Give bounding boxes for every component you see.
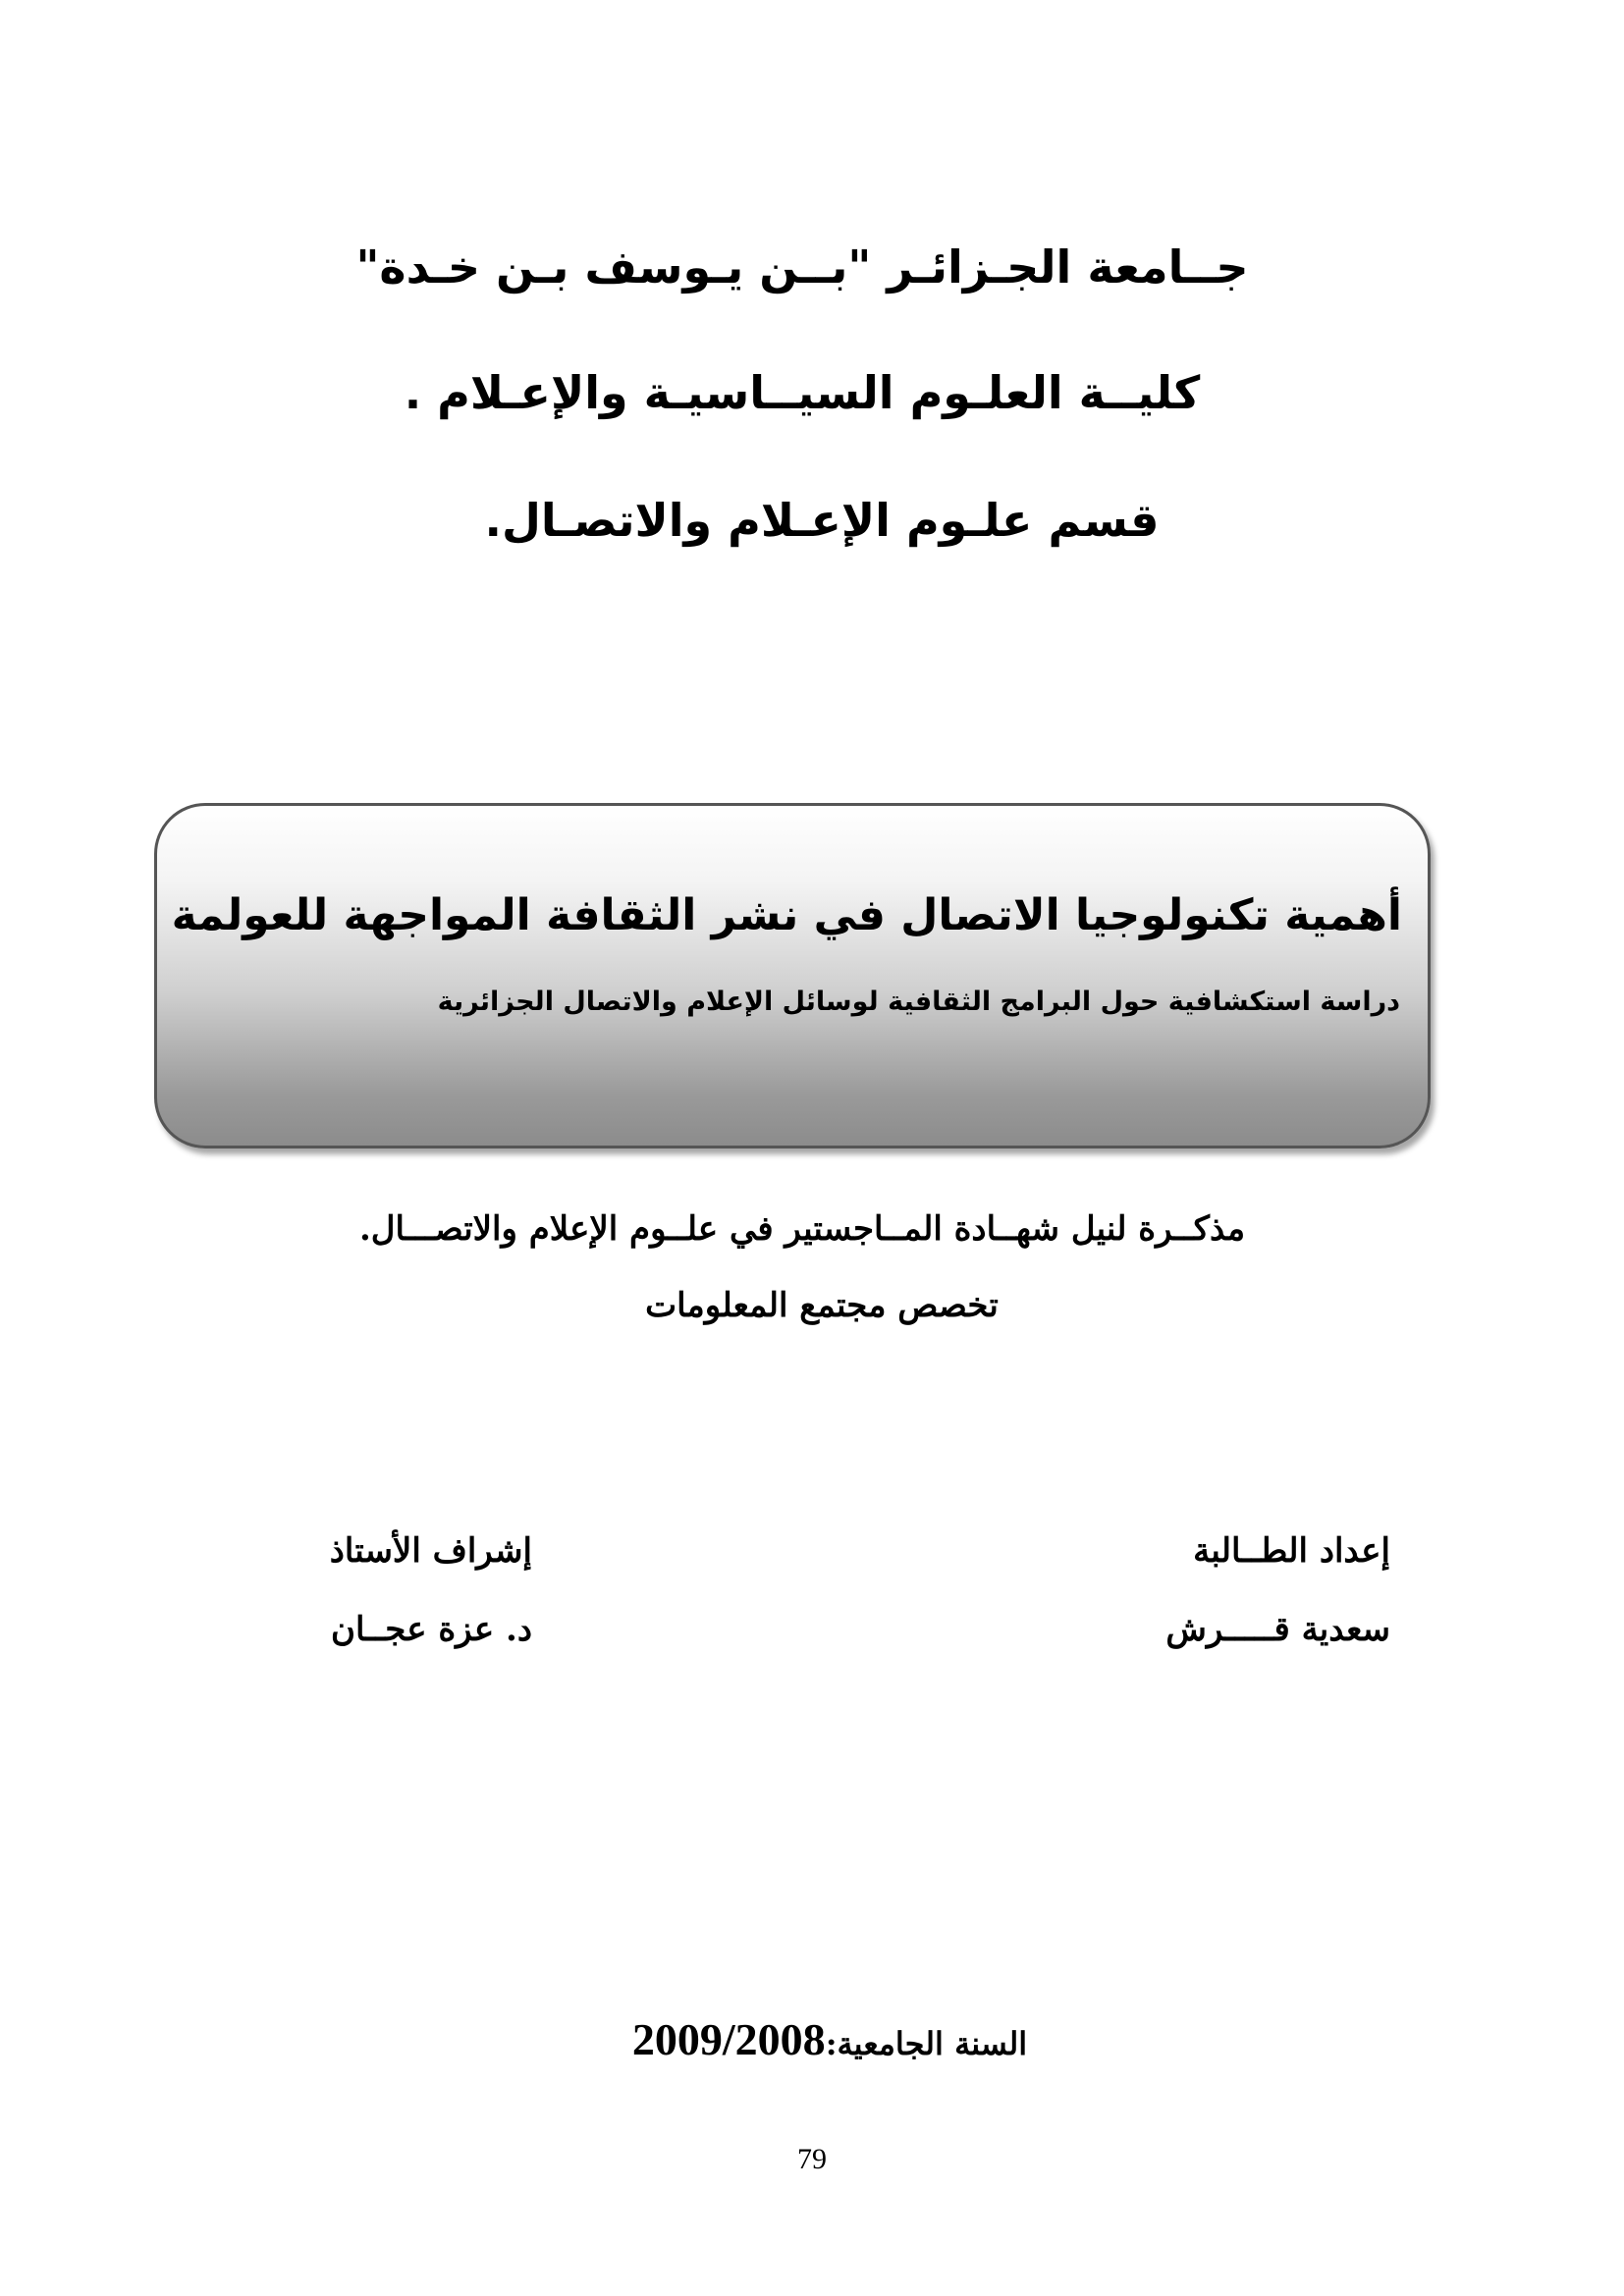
student-name: سعدية قـــــرش (1165, 1610, 1390, 1649)
degree-statement: مذكــرة لنيل شهــادة المــاجستير في علــوم الإعلام والاتصـــال. (358, 1209, 1246, 1249)
university-name: جــامعة الجـزائـر "بــن يـوسف بـن خـدة" (355, 240, 1249, 294)
academic-year (18, 2012, 1624, 2071)
thesis-subtitle: دراسة استكشافية حول البرامج الثقافية لوسائل الإعلام والاتصال الجزائرية (437, 987, 1400, 1017)
supervisor-name: د. عزة عجــان (331, 1610, 532, 1649)
page-number: 79 (797, 2143, 827, 2175)
title-box (154, 803, 1431, 1148)
specialization: تخصص مجتمع المعلومات (645, 1286, 999, 1325)
academic-year-label: السنة الجامعية: (825, 2025, 1028, 2062)
faculty-name: كليــة العلـوم السيــاسيـة والإعـلام . (404, 366, 1201, 419)
academic-year-value: 2009/2008 (631, 2014, 826, 2064)
supervisor-label: إشراف الأستاذ (329, 1531, 532, 1571)
prepared-by-label: إعداد الطــالبة (1193, 1531, 1390, 1571)
department-name: قسم علـوم الإعـلام والاتصـال. (484, 494, 1160, 547)
thesis-title: أهمية تكنولوجيا الاتصال في نشر الثقافة المواجهة للعولمة (171, 890, 1402, 940)
